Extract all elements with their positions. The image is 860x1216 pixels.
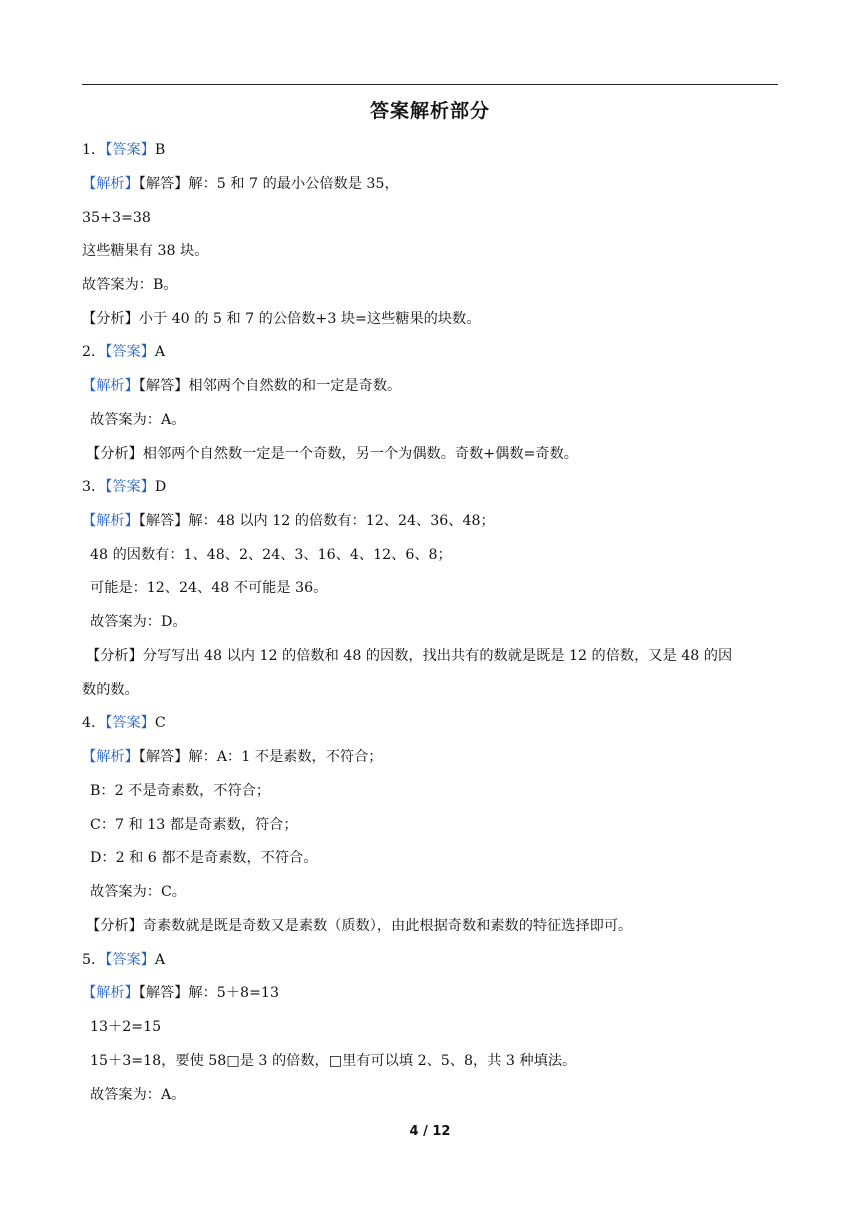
q3-line: 数的数。 — [82, 682, 139, 698]
q3-analysis-line: 【分析】分写写出 48 以内 12 的倍数和 48 的因数，找出共有的数就是既是 12 的倍数，又是 48 的因 — [86, 648, 733, 664]
q2-line: 故答案为：A。 — [90, 412, 186, 428]
q4-answer-line: 4．【答案】C — [82, 715, 166, 731]
q4-line: 故答案为：C。 — [90, 884, 186, 900]
q5-line: 15＋3=18，要使 58□是 3 的倍数，□里有可以填 2、5、8，共 3 种填法。 — [90, 1053, 577, 1069]
q2-solution-line: 【解析】【解答】相邻两个自然数的和一定是奇数。 — [82, 378, 402, 394]
q1-line: 这些糖果有 38 块。 — [82, 243, 209, 259]
q1-analysis-line: 【分析】小于 40 的 5 和 7 的公倍数+3 块=这些糖果的块数。 — [82, 311, 481, 327]
q5-answer-line: 5．【答案】A — [82, 952, 166, 968]
q1-answer-line: 1．【答案】B — [82, 142, 166, 158]
q3-solution-line: 【解析】【解答】解：48 以内 12 的倍数有：12、24、36、48； — [82, 513, 495, 529]
q1-line: 故答案为：B。 — [82, 277, 178, 293]
q5-line: 13＋2=15 — [90, 1019, 162, 1035]
q2-answer-line: 2．【答案】A — [82, 344, 166, 360]
header-rule — [82, 84, 778, 85]
page-number: 4 / 12 — [409, 1124, 451, 1139]
q3-line: 48 的因数有：1、48、2、24、3、16、4、12、6、8； — [90, 547, 452, 563]
q2-analysis-line: 【分析】相邻两个自然数一定是一个奇数，另一个为偶数。奇数+偶数=奇数。 — [86, 446, 578, 462]
page-title: 答案解析部分 — [369, 100, 490, 122]
q3-line: 故答案为：D。 — [90, 614, 187, 630]
q3-line: 可能是：12、24、48 不可能是 36。 — [90, 580, 328, 596]
q4-line: D：2 和 6 都不是奇素数，不符合。 — [90, 850, 318, 866]
q3-answer-line: 3．【答案】D — [82, 479, 167, 495]
q4-analysis-line: 【分析】奇素数就是既是奇数又是素数（质数），由此根据奇数和素数的特征选择即可。 — [86, 918, 633, 934]
q5-solution-line: 【解析】【解答】解：5＋8=13 — [82, 985, 279, 1001]
q4-solution-line: 【解析】【解答】解：A：1 不是素数，不符合； — [82, 749, 383, 765]
q1-line: 35+3=38 — [82, 210, 151, 226]
q4-line: C：7 和 13 都是奇素数，符合； — [90, 817, 298, 833]
q1-solution-line: 【解析】【解答】解：5 和 7 的最小公倍数是 35， — [82, 176, 399, 192]
q4-line: B：2 不是奇素数，不符合； — [90, 783, 271, 799]
q5-line: 故答案为：A。 — [90, 1087, 186, 1103]
